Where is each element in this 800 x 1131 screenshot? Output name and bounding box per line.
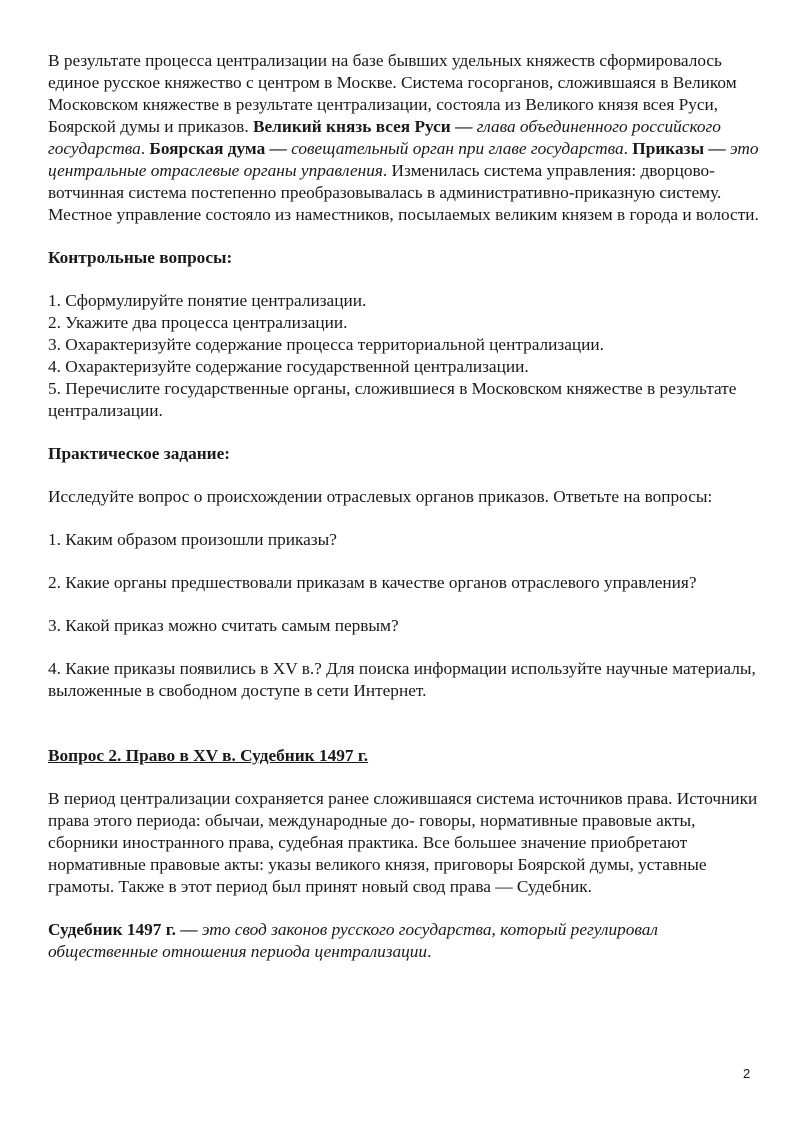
definition-prikazy: это центральные отраслевые органы управления [48,139,759,180]
section-2-paragraph: В период централизации сохраняется ранее сложившаяся система источников права. Источники права этого периода: обычаи, международные до- говоры, нормативные правовые акты, сборники иностранного права, судебная практика. Все большее значение приобретают нормативные правовые акты: указы великого князя, приговоры Боярской думы, уставные грамоты. Также в этот период был принят новый свод права — Судебник. [48,789,758,896]
practical-question-1: 1. Каким образом произошли приказы? [48,530,337,549]
control-question-2: 2. Укажите два процесса централизации. [48,313,348,332]
practical-task-intro: Исследуйте вопрос о происхождении отраслевых органов приказов. Ответьте на вопросы: [48,487,713,506]
intro-paragraph [48,50,760,226]
control-questions-heading: Контрольные вопросы: [48,248,233,267]
control-question-3: 3. Охарактеризуйте содержание процесса территориальной централизации. [48,335,604,354]
definition-sudebnik: это свод законов русского государства, который регулировал общественные отношения периода централизации [48,920,658,961]
term-boyar-duma: Боярская дума — [149,139,287,158]
control-question-1: 1. Сформулируйте понятие централизации. [48,291,367,310]
sudebnik-definition-paragraph [48,919,760,963]
definition-grand-prince: глава объединенного российского государства [48,117,721,158]
practical-question-3: 3. Какой приказ можно считать самым первым? [48,616,399,635]
practical-question-4: 4. Какие приказы появились в XV в.? Для поиска информации используйте научные материалы, выложенные в свободном доступе в сети Интернет. [48,659,756,700]
intro-text-4: . Изменилась система управления: дворцово-вотчинная система постепенно преобразовывалась в административно-приказную систему. Местное управление состояло из наместников, посылаемых великим князем в города и волости. [48,161,759,224]
term-sudebnik: Судебник 1497 г. — [48,920,198,939]
intro-text-3: . [623,139,633,158]
definition-boyar-duma: совещательный орган при главе государства [286,139,624,158]
document-page [48,50,760,963]
term-prikazy: Приказы — [632,139,726,158]
control-question-5: 5. Перечислите государственные органы, сложившиеся в Московском княжестве в результате централизации. [48,379,737,420]
control-question-4: 4. Охарактеризуйте содержание государственной централизации. [48,357,529,376]
practical-task-heading: Практическое задание: [48,444,231,463]
page-number: 2 [743,1066,751,1081]
practical-question-2: 2. Какие органы предшествовали приказам в качестве органов отраслевого управления? [48,573,697,592]
section-2-title: Вопрос 2. Право в XV в. Судебник 1497 г. [48,746,369,765]
intro-text-1: В результате процесса централизации на базе бывших удельных княжеств сформировалось единое русское княжество с центром в Москве. Система госорганов, сложившаяся в Великом Московском княжестве в результате централизации, состояла из Великого князя всея Руси, Боярской думы и приказов. [48,51,737,136]
term-grand-prince: Великий князь всея Руси — [252,117,473,136]
sudebnik-end: . [427,942,432,961]
intro-text-2: . [140,139,150,158]
